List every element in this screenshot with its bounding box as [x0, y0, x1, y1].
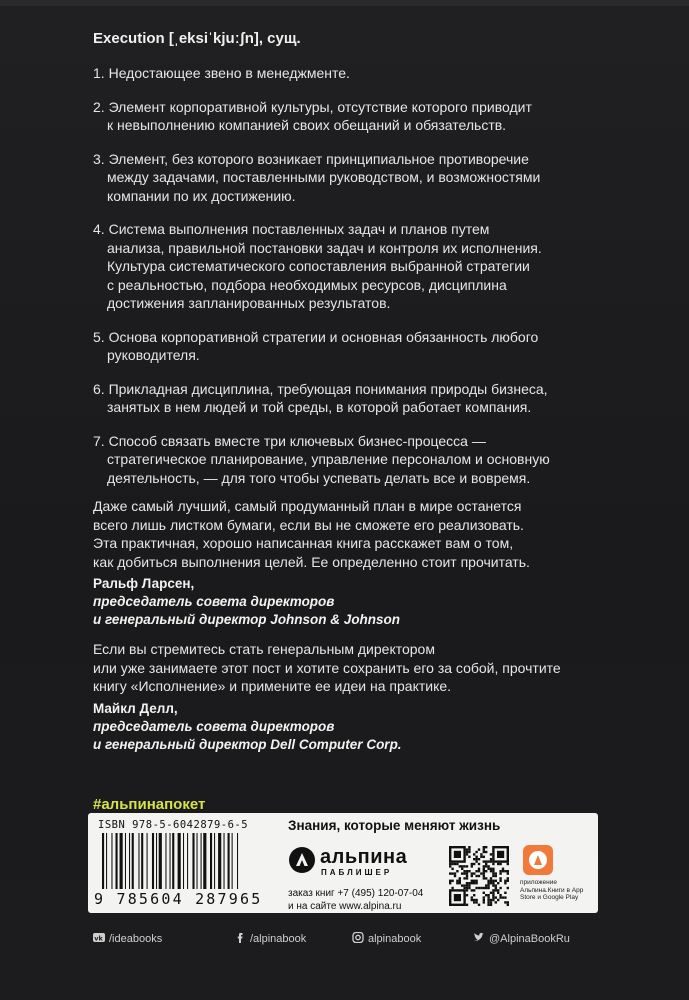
- publisher-name: альпина: [320, 846, 408, 868]
- order-info: [288, 887, 423, 913]
- definition-number: 2.: [93, 98, 105, 115]
- definition-continuation: достижения запланированных результатов.: [107, 295, 391, 311]
- definition-number: 6.: [93, 380, 105, 397]
- alpina-logo-icon: [288, 846, 316, 874]
- facebook-icon: [234, 932, 246, 943]
- definition-item: [93, 432, 593, 488]
- social-vk-label: /ideabooks: [109, 933, 163, 945]
- definition-continuation: анализа, правильной постановки задач и контроля их исполнения.: [107, 239, 542, 256]
- definition-continuation: стратегическое планирование, управление персоналом и основную: [107, 451, 550, 467]
- social-facebook-label: /alpinabook: [250, 933, 307, 945]
- definition-continuation: компании по их достижению.: [107, 187, 296, 204]
- isbn-text: ISBN 978-5-6042879-6-5: [98, 819, 249, 831]
- social-instagram: [352, 932, 421, 945]
- publisher-subname: ПАБЛИШЕР: [321, 868, 393, 877]
- definition-text: Элемент, без которого возникает принципиальное противоречие: [108, 150, 529, 167]
- quote-author-role: председатель совета директоров: [93, 594, 335, 609]
- app-store-text: приложение Альпина.Книги в App Store и Google Play: [520, 879, 584, 901]
- barcode-icon: [98, 833, 276, 891]
- definition-continuation: с реальностью, подбора необходимых ресурсов, дисциплина: [107, 276, 507, 293]
- definition-item: [93, 98, 593, 135]
- barcode-digits: 9 785604 287965: [94, 890, 263, 908]
- instagram-icon: [352, 932, 364, 943]
- social-instagram-label: alpinabook: [368, 933, 422, 945]
- definition-continuation: к невыполнению компанией своих обещаний и обязательств.: [107, 117, 507, 133]
- quote-larsen: [93, 497, 593, 629]
- social-vk: [93, 932, 162, 945]
- app-icon: [523, 845, 553, 875]
- definition-text: Недостающее звено в менеджменте.: [108, 65, 350, 81]
- quote-author-role: и генеральный директор Dell Computer Corp.: [93, 736, 402, 752]
- order-phone: заказ книг +7 (495) 120-07-04: [288, 888, 424, 899]
- quote-dell: [93, 640, 593, 754]
- social-twitter: [473, 932, 570, 945]
- quote-author: Майкл Делл,: [93, 700, 178, 716]
- quote-author-role: и генеральный директор Johnson & Johnson: [93, 612, 401, 627]
- order-site: и на сайте www.alpina.ru: [288, 901, 402, 912]
- twitter-icon: [473, 932, 485, 943]
- definition-number: 1.: [93, 65, 105, 81]
- definition-continuation: Культура систематического сопоставления выбранной стратегии: [107, 258, 530, 274]
- publisher-slogan: Знания, которые меняют жизнь: [288, 818, 501, 833]
- quote-line: Эта практичная, хорошо написанная книга расскажет вам о том,: [93, 535, 514, 551]
- definition-text: Способ связать вместе три ключевых бизнес-процесса —: [108, 432, 486, 449]
- definition-continuation: между задачами, поставленными руководством, и возможностями: [107, 169, 541, 185]
- definition-number: 5.: [93, 328, 105, 345]
- qr-code-icon: [446, 845, 512, 907]
- definitions-list: [93, 64, 593, 502]
- definition-number: 7.: [93, 432, 105, 449]
- barcode-panel: [88, 813, 598, 913]
- definition-item: [93, 380, 593, 417]
- quote-author-role: председатель совета директоров: [93, 718, 335, 734]
- definition-number: 4.: [93, 221, 105, 237]
- quote-line: книгу «Исполнение» и примените ее идеи на практике.: [93, 678, 452, 694]
- quote-line: как добиться выполнения целей. Ее определенно стоит прочитать.: [93, 553, 530, 570]
- definition-text: Система выполнения поставленных задач и планов путем: [108, 221, 490, 237]
- definition-continuation: занятых в нем людей и той среды, в которой работает компания.: [107, 399, 532, 415]
- quote-author: Ральф Ларсен,: [93, 576, 195, 591]
- definition-continuation: деятельность, — для того чтобы успевать делать все и вовремя.: [107, 469, 531, 486]
- quote-line: всего лишь листком бумаги, если вы не сможете его реализовать.: [93, 516, 524, 533]
- definition-text: Прикладная дисциплина, требующая понимания природы бизнеса,: [108, 380, 548, 397]
- quote-line: Даже самый лучший, самый продуманный план в мире останется: [93, 498, 522, 514]
- headword: Execution [ˌeksiˈkjuːʃn], сущ.: [93, 30, 301, 47]
- definition-item: [93, 220, 593, 313]
- quote-line: Если вы стремитесь стать генеральным директором: [93, 641, 435, 657]
- svg-text:vk: vk: [94, 934, 103, 943]
- definition-item: [93, 64, 593, 83]
- definition-text: Элемент корпоративной культуры, отсутствие которого приводит: [108, 98, 532, 115]
- social-links: [93, 932, 593, 948]
- vk-icon: [93, 932, 105, 943]
- social-twitter-label: @AlpinaBookRu: [489, 933, 570, 945]
- social-facebook: [234, 932, 306, 945]
- definition-continuation: руководителя.: [107, 347, 200, 363]
- app-logo-icon: [523, 845, 553, 875]
- definition-text: Основа корпоративной стратегии и основная обязанность любого: [108, 328, 539, 345]
- definition-number: 3.: [93, 150, 105, 167]
- quote-line: или уже занимаете этот пост и хотите сохранить его за собой, прочтите: [93, 659, 561, 676]
- cover-top-edge: [0, 0, 689, 6]
- definition-item: [93, 150, 593, 206]
- hashtag: #альпинапокет: [93, 796, 206, 813]
- definition-item: [93, 328, 593, 365]
